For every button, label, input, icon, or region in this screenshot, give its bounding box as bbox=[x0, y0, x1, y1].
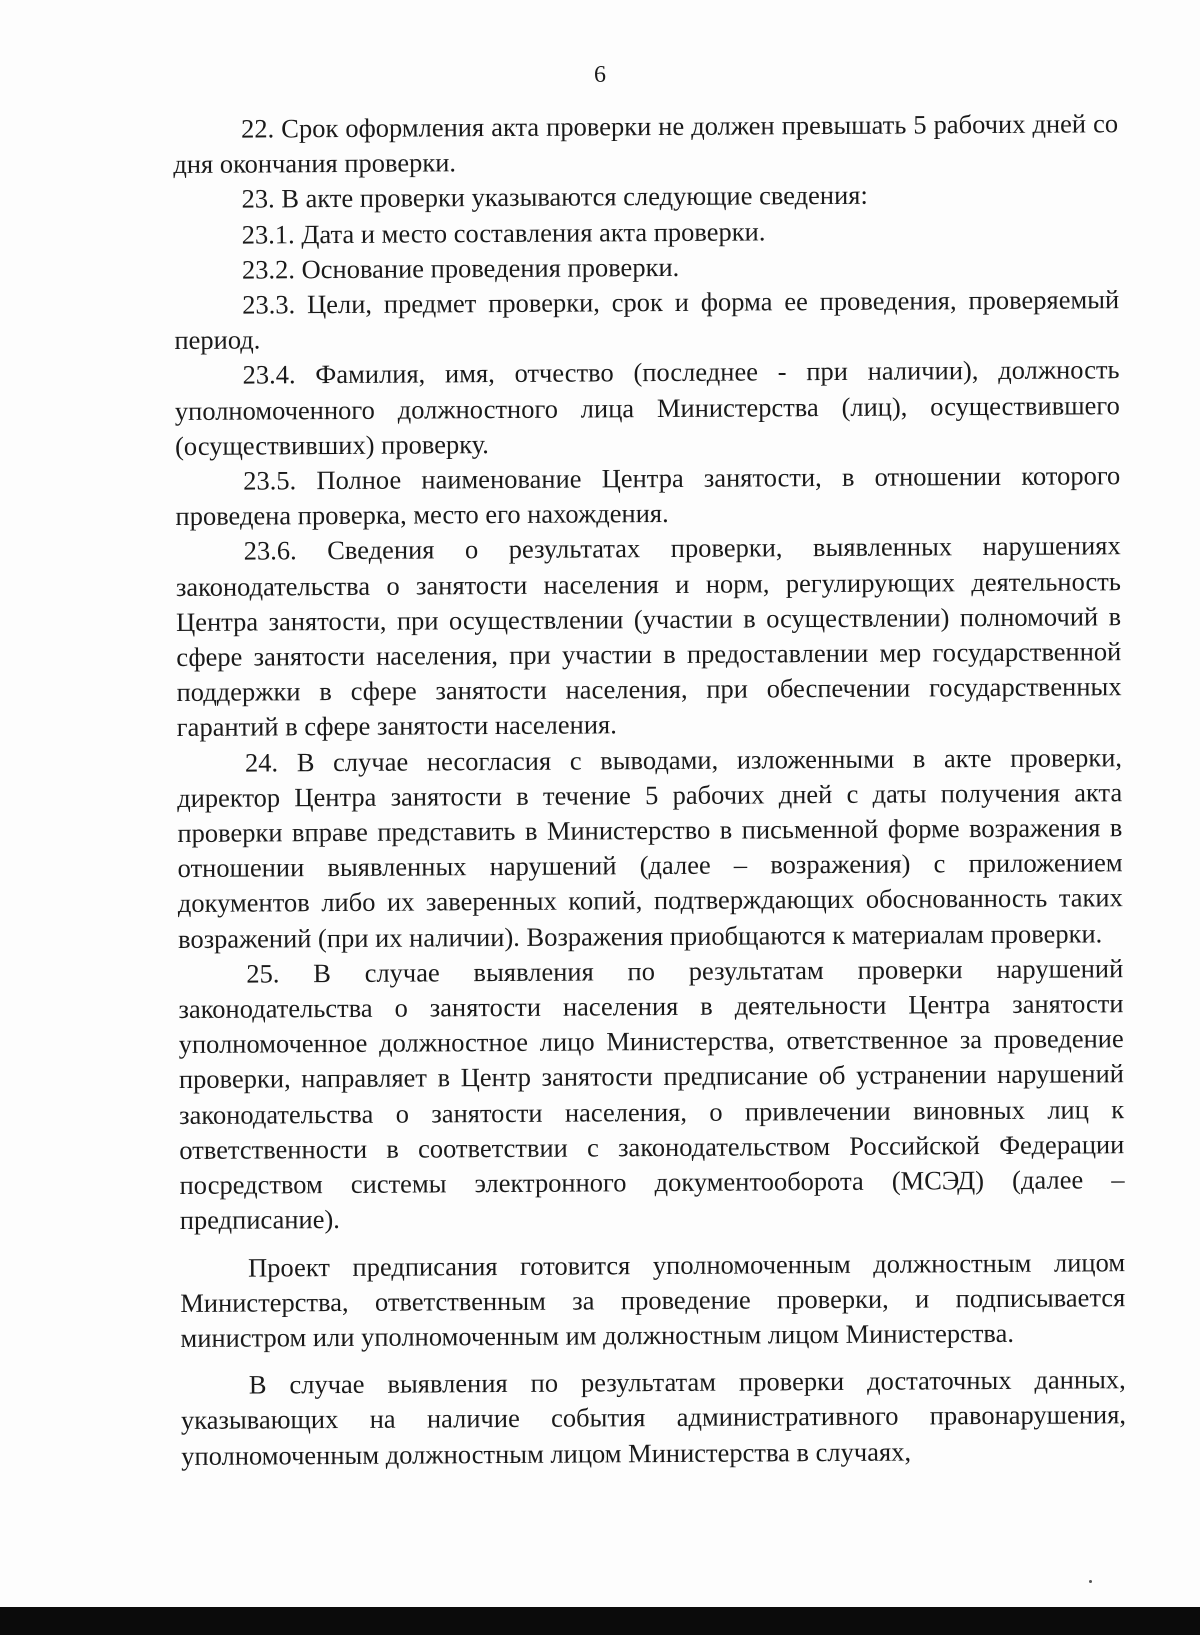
paragraph-23-3: 23.3. Цели, предмет проверки, срок и форма ее проведения, проверяемый период. bbox=[174, 284, 1120, 356]
paragraph-draft-order: Проект предписания готовится уполномоченным должностным лицом Министерства, ответственным за проведение проверки, и подписывается министром или уполномоченным им должностным лицом Министерства. bbox=[180, 1246, 1126, 1353]
paragraph-administrative-offense: В случае выявления по результатам проверки достаточных данных, указывающих на наличие события административного правонарушения, уполномоченным должностным лицом Министерства в случаях, bbox=[180, 1364, 1127, 1471]
paragraph-23-1: 23.1. Дата и место составления акта проверки. bbox=[241, 215, 766, 250]
paragraph-23-6: 23.6. Сведения о результатах проверки, выявленных нарушениях законодательства о занятости населения и норм, регулирующих деятельность Центра занятости, при осуществлении (участии в осуществлении) полномочий в сфере занятости населения, при участии в предоставлении мер государственной поддержки в сфере занятости населения, при обеспечении государственных гарантий в сфере занятости населения. bbox=[175, 530, 1122, 743]
document-body bbox=[173, 106, 1126, 1473]
paragraph-23: 23. В акте проверки указываются следующие сведения: bbox=[241, 180, 868, 214]
paragraph-23-5: 23.5. Полное наименование Центра занятости, в отношении которого проведена проверка, место его нахождения. bbox=[175, 460, 1121, 532]
paragraph-25: 25. В случае выявления по результатам проверки нарушений законодательства о занятости населения в деятельности Центра занятости уполномоченное должностное лицо Министерства, ответственное за проведение проверки, направляет в Центр занятости предписание об устранении нарушений законодательства о занятости населения, о привлечении виновных лиц к ответственности в соответствии с законодательством Российской Федерации посредством системы электронного документооборота (МСЭД) (далее – предписание). bbox=[178, 953, 1125, 1236]
paragraph-24: 24. В случае несогласия с выводами, изложенными в акте проверки, директор Центра занятости в течение 5 рабочих дней с даты получения акта проверки вправе представить в Министерство в письменной форме возражения в отношении выявленных нарушений (далее – возражения) с приложением документов либо их заверенных копий, подтверждающих обоснованность таких возражений (при их наличии). Возражения приобщаются к материалам проверки. bbox=[177, 741, 1123, 954]
page-number: 6 bbox=[594, 62, 606, 88]
scan-bottom-edge bbox=[0, 1607, 1200, 1635]
paragraph-23-2: 23.2. Основание проведения проверки. bbox=[241, 251, 680, 285]
paragraph-22: 22. Срок оформления акта проверки не должен превышать 5 рабочих дней со дня окончания проверки. bbox=[173, 108, 1119, 180]
paragraph-23-4: 23.4. Фамилия, имя, отчество (последнее - при наличии), должность уполномоченного должностного лица Министерства (лиц), осуществившего (осуществивших) проверку. bbox=[174, 354, 1120, 461]
scan-artifact-dot bbox=[1089, 1580, 1092, 1583]
